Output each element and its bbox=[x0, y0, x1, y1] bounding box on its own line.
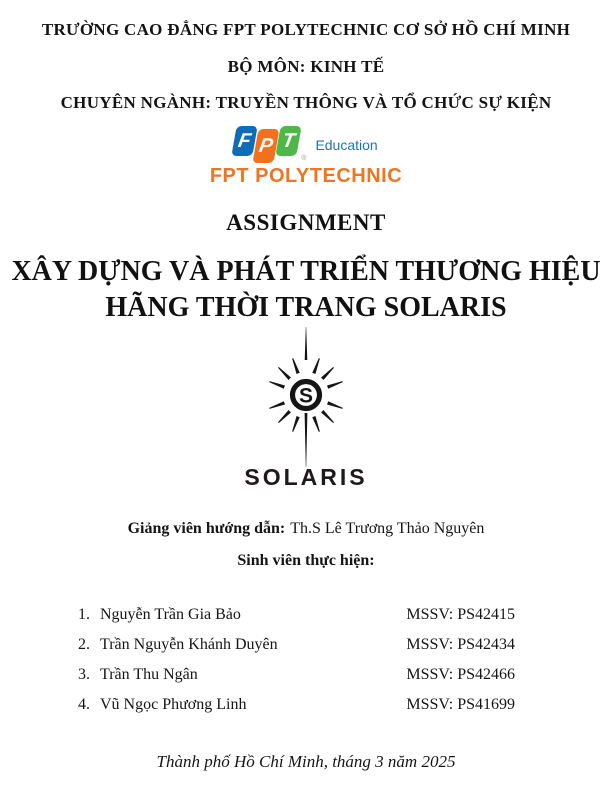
student-name: Vũ Ngọc Phương Linh bbox=[100, 696, 247, 713]
registered-trademark-icon: ® bbox=[301, 155, 307, 162]
student-index: 2. bbox=[78, 636, 90, 653]
students-list bbox=[78, 606, 515, 726]
student-index: 3. bbox=[78, 666, 90, 683]
fpt-education-logo bbox=[0, 126, 612, 160]
solaris-monogram: S bbox=[298, 384, 314, 408]
sun-top-ray bbox=[305, 327, 308, 360]
solaris-sun-logo bbox=[231, 325, 381, 473]
solaris-wordmark: SOLARIS bbox=[244, 464, 368, 490]
fpt-logo-letter-p: P bbox=[253, 129, 280, 163]
fpt-education-label: Education bbox=[315, 137, 378, 153]
student-name: Trần Thu Ngân bbox=[100, 666, 198, 683]
major-line: CHUYÊN NGÀNH: TRUYỀN THÔNG VÀ TỔ CHỨC SỰ KIỆN bbox=[60, 93, 552, 112]
student-row bbox=[78, 696, 515, 714]
department-line: BỘ MÔN: KINH TẾ bbox=[227, 57, 385, 76]
sun-bottom-ray bbox=[305, 413, 308, 467]
advisor-label: Giảng viên hướng dẫn: bbox=[127, 520, 286, 537]
fpt-polytechnic-wordmark: FPT POLYTECHNIC bbox=[209, 165, 403, 187]
student-row bbox=[78, 606, 515, 624]
fpt-logo-letter-f: F bbox=[232, 126, 258, 156]
advisor-name: Th.S Lê Trương Thảo Nguyên bbox=[290, 520, 485, 537]
fpt-logo-blocks bbox=[234, 126, 299, 160]
student-id: MSSV: PS42466 bbox=[406, 666, 515, 683]
students-label: Sinh viên thực hiện: bbox=[237, 552, 375, 569]
student-row bbox=[78, 636, 515, 654]
place-date-line: Thành phố Hồ Chí Minh, tháng 3 năm 2025 bbox=[156, 752, 456, 771]
sun-icon bbox=[231, 325, 381, 473]
fpt-logo-letter-t: T bbox=[276, 126, 302, 156]
main-title-line1: XÂY DỰNG VÀ PHÁT TRIỂN THƯƠNG HIỆU bbox=[11, 256, 601, 287]
assignment-heading: ASSIGNMENT bbox=[226, 210, 386, 235]
school-name: TRƯỜNG CAO ĐẲNG FPT POLYTECHNIC CƠ SỞ HỒ CHÍ MINH bbox=[41, 20, 571, 39]
student-name: Trần Nguyễn Khánh Duyên bbox=[100, 636, 278, 653]
student-id: MSSV: PS42415 bbox=[406, 606, 515, 623]
student-id: MSSV: PS42434 bbox=[406, 636, 515, 653]
student-name: Nguyễn Trần Gia Bảo bbox=[100, 606, 241, 623]
student-row bbox=[78, 666, 515, 684]
student-id: MSSV: PS41699 bbox=[406, 696, 515, 713]
advisor-line bbox=[0, 520, 612, 538]
student-index: 4. bbox=[78, 696, 90, 713]
student-index: 1. bbox=[78, 606, 90, 623]
main-title-line2: HÃNG THỜI TRANG SOLARIS bbox=[105, 292, 507, 323]
